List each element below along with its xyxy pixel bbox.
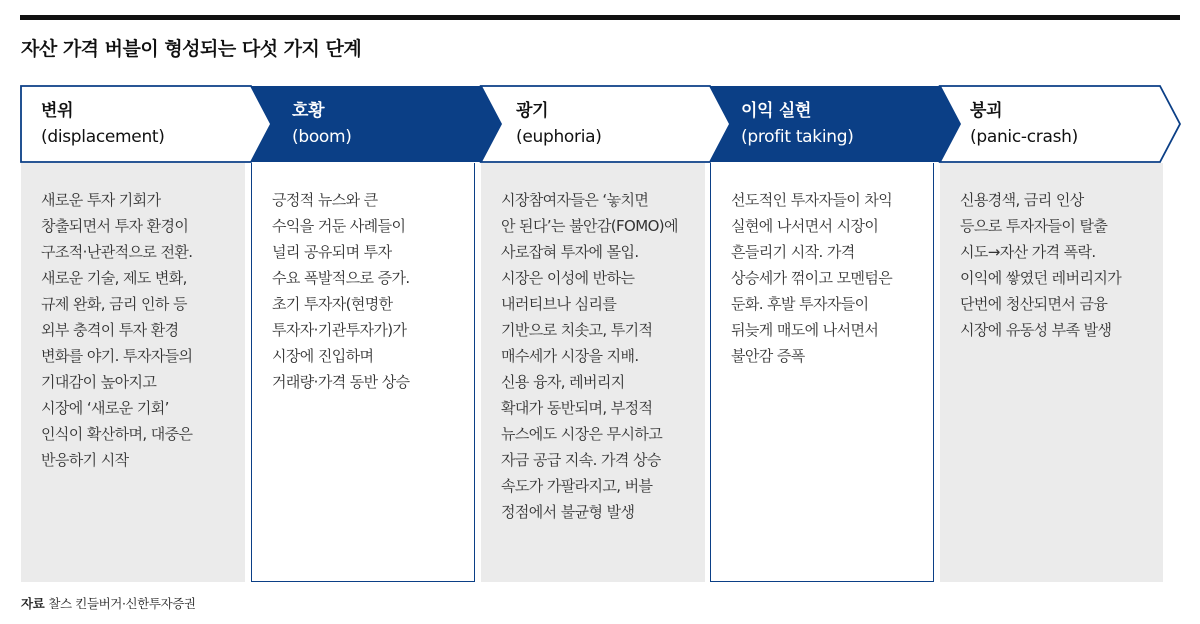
stage-card-profit-taking: [710, 163, 934, 582]
card-line: 인식이 확산하며, 대중은: [41, 425, 193, 443]
stage-label-panic-crash: [970, 98, 1078, 150]
card-line: 시장에 진입하며: [272, 347, 374, 365]
source-text: 찰스 킨들버거·신한투자증권: [48, 596, 196, 611]
card-line: 단번에 청산되면서 금융: [960, 295, 1108, 313]
stage-name-ko: 광기: [516, 101, 549, 121]
stage-name-en: (panic-crash): [970, 127, 1078, 147]
card-line: 속도가 가팔라지고, 버블: [501, 477, 653, 495]
card-line: 실현에 나서면서 시장이: [731, 217, 879, 235]
stage-name-en: (displacement): [41, 127, 165, 147]
stage-name-ko: 호황: [292, 101, 325, 121]
card-line: 수요 폭발적으로 증가.: [272, 269, 410, 287]
card-line: 자금 공급 지속. 가격 상승: [501, 451, 661, 469]
card-line: 새로운 투자 기회가: [41, 191, 161, 209]
card-line: 구조적·난관적으로 전환.: [41, 243, 193, 261]
source-label: 자료: [21, 596, 45, 611]
card-line: 투자자·기관투자가)가: [272, 321, 407, 339]
stage-card-boom: [251, 163, 475, 582]
card-line: 규제 완화, 금리 인하 등: [41, 295, 187, 313]
diagram-title: 자산 가격 버블이 형성되는 다섯 가지 단계: [21, 38, 362, 60]
stage-label-euphoria: [516, 98, 602, 150]
stage-name-ko: 변위: [41, 101, 74, 121]
card-line: 거래량·가격 동반 상승: [272, 373, 410, 391]
card-line: 기대감이 높아지고: [41, 373, 157, 391]
card-line: 시장에 ‘새로운 기회’: [41, 399, 169, 417]
card-line: 흔들리기 시작. 가격: [731, 243, 855, 261]
stage-name-ko: 붕괴: [970, 101, 1003, 121]
card-line: 등으로 투자자들이 탈출: [960, 217, 1108, 235]
stage-name-en: (profit taking): [741, 127, 854, 147]
stage-name-en: (euphoria): [516, 127, 602, 147]
stage-card-displacement: [21, 163, 245, 582]
card-line: 반응하기 시작: [41, 451, 129, 469]
card-line: 시도→자산 가격 폭락.: [960, 243, 1096, 261]
stage-label-profit-taking: [741, 98, 854, 150]
card-line: 시장에 유동성 부족 발생: [960, 321, 1112, 339]
card-line: 새로운 기술, 제도 변화,: [41, 269, 187, 287]
card-line: 뉴스에도 시장은 무시하고: [501, 425, 663, 443]
card-line: 내러티브나 심리를: [501, 295, 617, 313]
stage-name-ko: 이익 실현: [741, 101, 812, 121]
card-line: 널리 공유되며 투자: [272, 243, 392, 261]
card-line: 사로잡혀 투자에 몰입.: [501, 243, 639, 261]
card-line: 안 된다’는 불안감(FOMO)에: [501, 217, 678, 235]
card-line: 시장참여자들은 ‘놓치면: [501, 191, 649, 209]
card-line: 상승세가 꺾이고 모멘텀은: [731, 269, 893, 287]
card-line: 정점에서 불균형 발생: [501, 503, 635, 521]
card-line: 시장은 이성에 반하는: [501, 269, 635, 287]
stage-card-euphoria: [481, 163, 705, 582]
source-note: [21, 594, 196, 612]
stage-label-displacement: [41, 98, 165, 150]
card-line: 불안감 증폭: [731, 347, 805, 365]
card-line: 신용 융자, 레버리지: [501, 373, 625, 391]
card-line: 기반으로 치솟고, 투기적: [501, 321, 653, 339]
stage-arrow-2: [251, 86, 501, 162]
card-line: 긍정적 뉴스와 큰: [272, 191, 378, 209]
card-line: 수익을 거둔 사례들이: [272, 217, 406, 235]
stage-card-panic-crash: [940, 163, 1163, 582]
card-line: 외부 충격이 투자 환경: [41, 321, 179, 339]
card-line: 초기 투자자(현명한: [272, 295, 393, 313]
card-line: 매수세가 시장을 지배.: [501, 347, 639, 365]
card-line: 확대가 동반되며, 부정적: [501, 399, 653, 417]
card-line: 변화를 야기. 투자자들의: [41, 347, 193, 365]
card-line: 창출되면서 투자 환경이: [41, 217, 189, 235]
card-line: 이익에 쌓였던 레버리지가: [960, 269, 1122, 287]
card-line: 신용경색, 금리 인상: [960, 191, 1084, 209]
stage-name-en: (boom): [292, 127, 352, 147]
card-line: 선도적인 투자자들이 차익: [731, 191, 893, 209]
card-line: 뒤늦게 매도에 나서면서: [731, 321, 879, 339]
card-line: 둔화. 후발 투자자들이: [731, 295, 869, 313]
stage-label-boom: [292, 98, 352, 150]
